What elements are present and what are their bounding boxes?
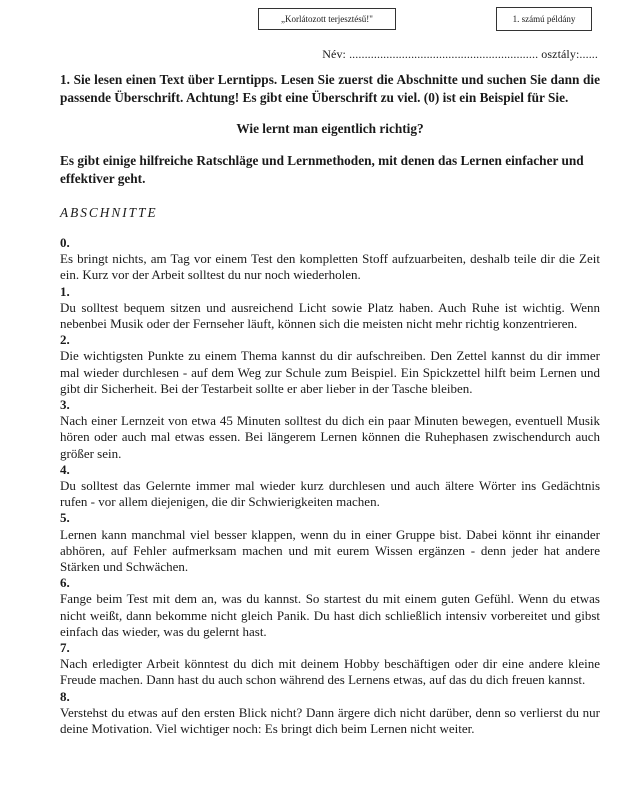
restricted-distribution-label: „Korlátozott terjesztésű!" [281, 13, 373, 24]
paragraph-number: 7. [60, 640, 70, 656]
section-heading: ABSCHNITTE [60, 205, 158, 220]
restricted-distribution-box [258, 8, 396, 30]
name-class-line: Név: ............................................................. osztály:...... [322, 47, 598, 61]
paragraph-number: 5. [60, 510, 70, 526]
paragraph-text: Nach erledigter Arbeit könntest du dich mit deinem Hobby beschäftigen oder dir eine andere kleine Freude machen. Dann hast du auch schon während des Lernens etwas, auf das du dich freuen kannst. [60, 656, 600, 688]
content-area [60, 71, 600, 737]
paragraph-text: Die wichtigsten Punkte zu einem Thema kannst du dir aufschreiben. Den Zettel kannst du dir immer mal wieder durchlesen - auf dem Weg zur Schule zum Beispiel. Ein Spickzettel hilft beim Lernen und gibt dir Sicherheit. Bei der Testarbeit sollte er aber lieber in der Tasche bleiben. [60, 348, 600, 396]
paragraph-text: Du solltest bequem sitzen und ausreichend Licht sowie Platz haben. Auch Ruhe ist wichtig. Wenn nebenbei Musik oder der Fernseher läuft, können sich die meisten nicht mehr richtig konzentrieren. [60, 299, 600, 332]
paragraph-number: 1. [60, 283, 70, 299]
paragraph-number: 4. [60, 461, 70, 477]
paragraph-text: Es bringt nichts, am Tag vor einem Test den kompletten Stoff aufzuarbeiten, deshalb teile dir die Zeit ein. Kurz vor der Arbeit solltest du nur noch wiederholen. [60, 251, 600, 283]
paragraph-3 [60, 397, 600, 462]
paragraph-text: Nach einer Lernzeit von etwa 45 Minuten solltest du dich ein paar Minuten bewegen, eventuell Musik hören oder auch mal etwas essen. Bei längerem Lernen können die Ruhephasen zwischendurch auch größer sein. [60, 413, 600, 461]
paragraph-list [60, 235, 600, 737]
paragraph-text: Fange beim Test mit dem an, was du kannst. So startest du mit einem guten Gefühl. Wenn du etwas nicht weißt, dann bekomme nicht gleich Panik. Du hast dich schließlich intensiv vorbereitet und gibst einfach das wieder, was du gelernt hast. [60, 591, 600, 639]
paragraph-text: Verstehst du etwas auf den ersten Blick nicht? Dann ärgere dich nicht darüber, denn so verlierst du nur deine Motivation. Viel wichtiger noch: Es bringt dich beim Lernen nicht weiter. [60, 704, 600, 737]
paragraph-text: Du solltest das Gelernte immer mal wieder kurz durchlesen und auch ältere Wörter ins Gedächtnis rufen - vor allem diejenigen, die dir Schwierigkeiten machen. [60, 478, 600, 510]
paragraph-6 [60, 575, 600, 640]
paragraph-number: 3. [60, 397, 70, 413]
copy-number-box [496, 7, 592, 31]
paragraph-number: 2. [60, 332, 70, 348]
paragraph-number: 0. [60, 235, 70, 250]
text-title: Wie lernt man eigentlich richtig? [236, 121, 424, 136]
paragraph-5 [60, 510, 600, 575]
paragraph-8 [60, 689, 600, 738]
paragraph-7 [60, 640, 600, 689]
paragraph-2 [60, 332, 600, 397]
paragraph-4 [60, 462, 600, 511]
paragraph-1 [60, 284, 600, 333]
text-intro: Es gibt einige hilfreiche Ratschläge und Lernmethoden, mit denen das Lernen einfacher und effektiver geht. [60, 153, 584, 186]
paragraph-number: 8. [60, 688, 70, 704]
paragraph-0 [60, 235, 600, 284]
paragraph-number: 6. [60, 575, 70, 591]
copy-number-label: 1. számú példány [512, 13, 576, 24]
task-instruction: 1. Sie lesen einen Text über Lerntipps. Lesen Sie zuerst die Abschnitte und suchen Sie dann die passende Überschrift. Achtung! Es gibt eine Überschrift zu viel. (0) ist ein Beispiel für Sie. [60, 72, 600, 105]
paragraph-text: Lernen kann manchmal viel besser klappen, wenn du in einer Gruppe bist. Dabei könnt ihr einander abhören, auf Fehler aufmerksam machen und mit eurem Wissen ergänzen - denn jeder hat andere Stärken und Schwächen. [60, 526, 600, 575]
